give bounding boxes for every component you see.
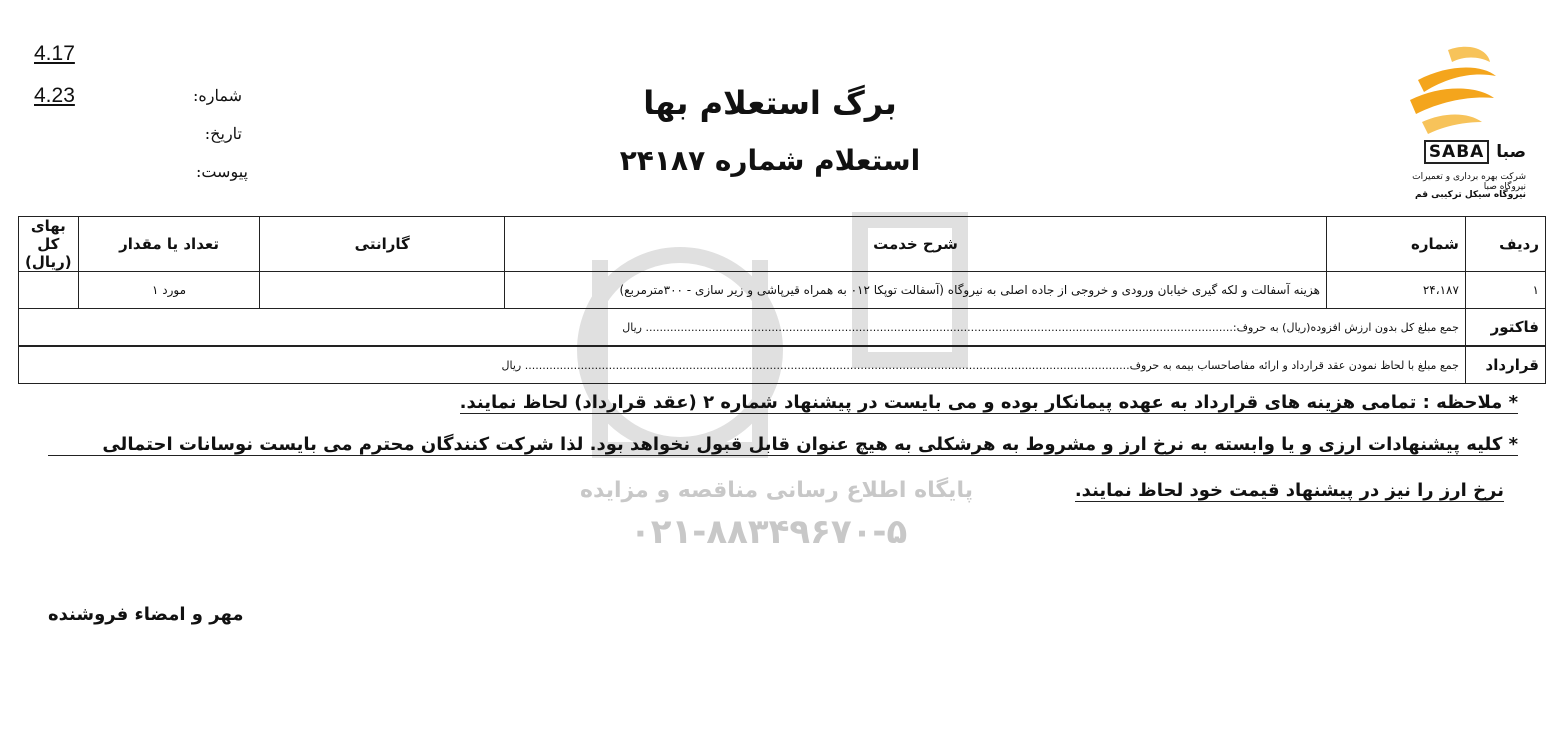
brand-latin: SABA [1424, 140, 1490, 164]
company-logo [1378, 42, 1526, 212]
watermark-text: پایگاه اطلاع رسانی مناقصه و مزایده [580, 478, 973, 503]
contract-total-text: جمع مبلغ با لحاظ نمودن عقد قرارداد و ارائه مفاصاحساب بیمه به حروف [1129, 358, 1459, 372]
invoice-total-unit: ریال [622, 320, 642, 334]
contract-total-cell [19, 346, 1466, 384]
invoice-total-text: جمع مبلغ کل بدون ارزش افزوده(ریال) به حروف: [1232, 320, 1459, 334]
note-1: * ملاحظه : تمامی هزینه های قرارداد به عهده پیمانکار بوده و می بایست در پیشنهاد شماره ۲ (عقد قرارداد) لحاظ نمایند. [459, 392, 1518, 413]
header-row-no: ردیف [1465, 217, 1545, 272]
saba-logo-icon [1378, 42, 1526, 138]
cell-row-no: ۱ [1465, 272, 1545, 309]
header-number: شماره [1326, 217, 1465, 272]
company-line: شرکت بهره برداری و تعمیرات نیروگاه صبا [1412, 172, 1526, 192]
plant-line: نیروگاه سیکل ترکیبی قم [1415, 190, 1526, 200]
number-label: شماره: [192, 86, 242, 105]
header-quantity: تعداد یا مقدار [78, 217, 260, 272]
version-bottom: 4.23 [34, 84, 75, 107]
cell-total-price [19, 272, 79, 309]
watermark-phone: ۰۲۱-۸۸۳۴۹۶۷۰-۵ [630, 512, 908, 552]
note-2-line-1: * کلیه پیشنهادات ارزی و یا وابسته به نرخ ارز و مشروط به هرشکلی به هیچ عنوان قابل قبول نخواهد بود. لذا شرکت کنندگان محترم می بایست نوسانات احتمالی [48, 434, 1518, 456]
brand-name [1386, 142, 1526, 162]
contract-total-dots: ............................................................................................................................................................................. [524, 358, 1130, 372]
price-inquiry-table [18, 216, 1546, 384]
invoice-total-dots: ........................................................................................................................................................................ [645, 320, 1233, 334]
invoice-total-cell [19, 309, 1466, 347]
contract-total-line [443, 359, 1459, 372]
header-guarantee: گارانتی [260, 217, 505, 272]
page-title: برگ استعلام بها [643, 84, 897, 122]
header-total-price: بهای کل (ریال) [19, 217, 79, 272]
version-top: 4.17 [34, 42, 75, 65]
cell-number: ۲۴،۱۸۷ [1326, 272, 1465, 309]
invoice-row [19, 309, 1546, 347]
cell-description: هزینه آسفالت و لکه گیری خیابان ورودی و خروجی از جاده اصلی به نیروگاه (آسفالت توپکا ۰۱۲ به همراه قیرپاشی و زیر سازی - ۳۰۰مترمربع) [504, 272, 1326, 309]
attachment-label: پیوست: [195, 162, 248, 181]
brand-fa: صبا [1496, 142, 1526, 162]
contract-row [19, 346, 1546, 384]
invoice-label: فاکتور [1465, 309, 1545, 347]
contract-total-unit: ریال [501, 358, 522, 372]
date-label: تاریخ: [204, 124, 242, 143]
cell-guarantee [260, 272, 505, 309]
table-row [19, 272, 1546, 309]
header-description: شرح خدمت [504, 217, 1326, 272]
inquiry-number: استعلام شماره ۲۴۱۸۷ [619, 144, 921, 177]
seller-signature-label: مهر و امضاء فروشنده [48, 604, 244, 625]
invoice-total-line [622, 320, 1459, 334]
table-header-row [19, 217, 1546, 272]
cell-quantity: مورد ۱ [78, 272, 260, 309]
contract-label: قرارداد [1465, 346, 1545, 384]
note-2-line-2: نرخ ارز را نیز در پیشنهاد قیمت خود لحاظ نمایند. [1074, 480, 1504, 501]
